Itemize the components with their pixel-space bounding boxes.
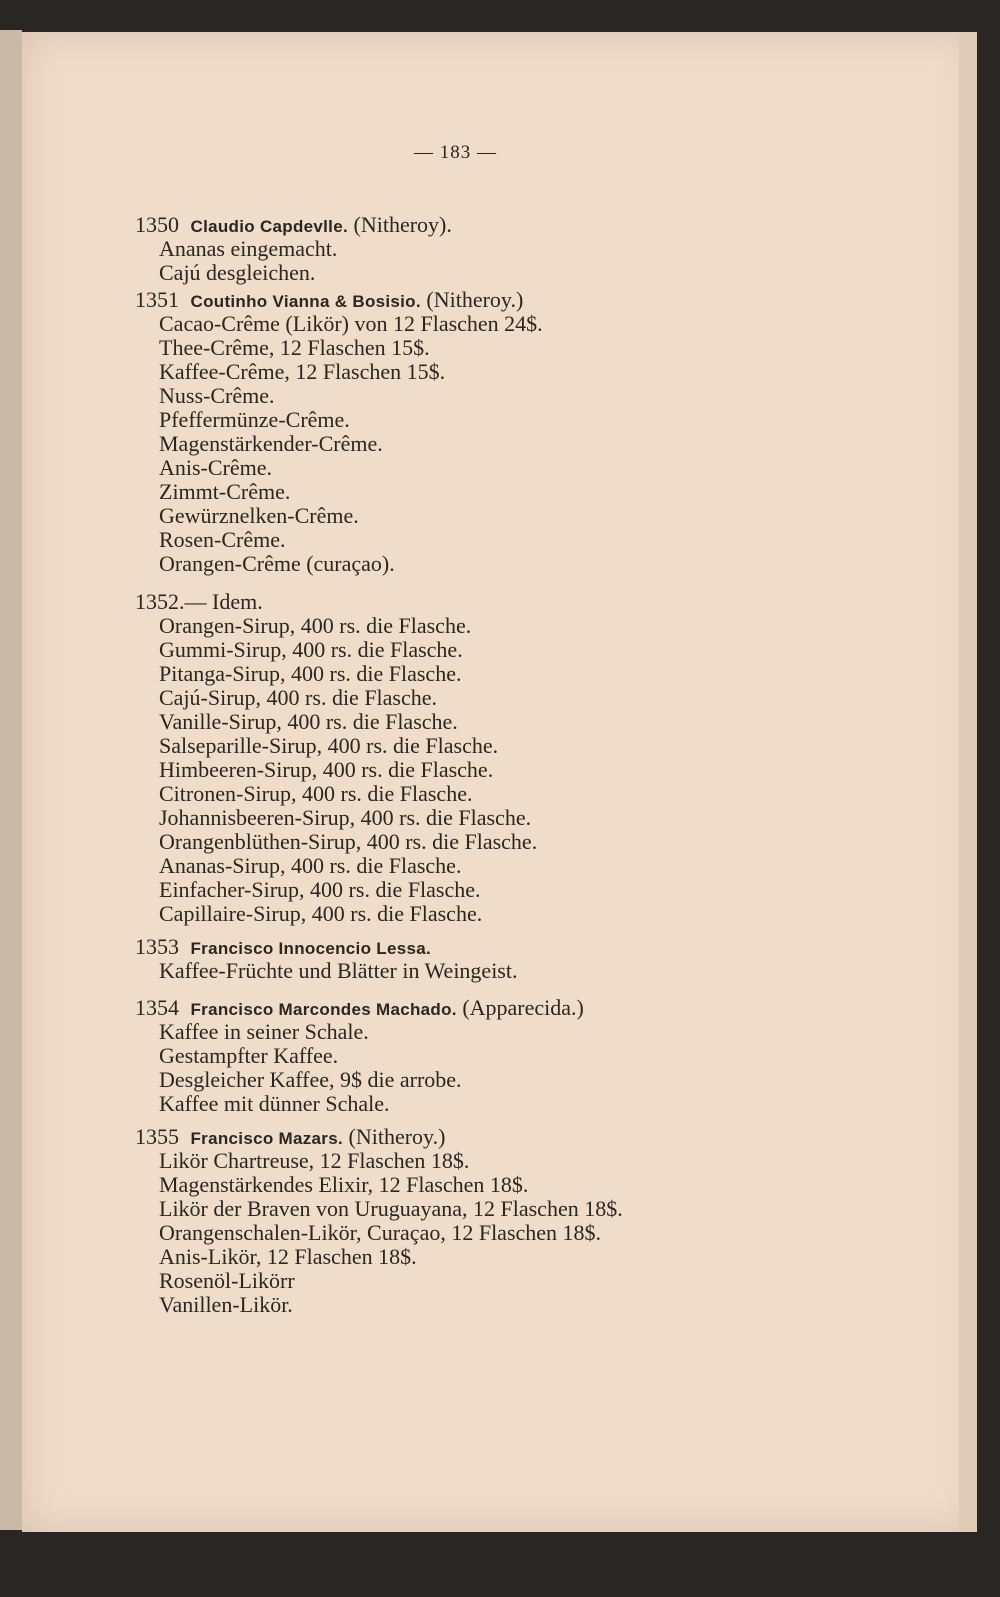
entry-number: 1350 xyxy=(135,212,179,237)
catalog-entry-1351 xyxy=(135,288,543,576)
entry-heading xyxy=(135,935,517,959)
exhibitor-name: Francisco Mazars. xyxy=(190,1129,343,1148)
entry-item: Gewürznelken-Crême. xyxy=(159,503,359,528)
entry-item: Gummi-Sirup, 400 rs. die Flasche. xyxy=(159,637,463,662)
entry-item: Orangen-Sirup, 400 rs. die Flasche. xyxy=(159,613,472,638)
exhibitor-name: Coutinho Vianna & Bosisio. xyxy=(190,292,421,311)
catalog-entry-1350 xyxy=(135,213,452,285)
entry-item: Vanille-Sirup, 400 rs. die Flasche. xyxy=(159,709,458,734)
entry-item: Cajú-Sirup, 400 rs. die Flasche. xyxy=(159,685,438,710)
exhibitor-place: (Nitheroy.) xyxy=(348,1124,446,1149)
page-number: — 183 — xyxy=(414,142,497,163)
entry-item: Likör der Braven von Uruguayana, 12 Flaschen 18$. xyxy=(159,1196,623,1221)
catalog-entry-1353 xyxy=(135,935,517,983)
exhibitor-place: (Apparecida.) xyxy=(462,995,584,1020)
entry-item: Orangen-Crême (curaçao). xyxy=(159,551,395,576)
entry-item: Likör Chartreuse, 12 Flaschen 18$. xyxy=(159,1148,470,1173)
entry-item: Einfacher-Sirup, 400 rs. die Flasche. xyxy=(159,877,481,902)
page-fore-edge xyxy=(959,32,977,1532)
entry-item: Gestampfter Kaffee. xyxy=(159,1043,339,1068)
entry-item: Cacao-Crême (Likör) von 12 Flaschen 24$. xyxy=(159,311,543,336)
entry-item: Kaffee in seiner Schale. xyxy=(159,1019,369,1044)
entry-number: 1353 xyxy=(135,934,179,959)
exhibitor-place: (Nitheroy). xyxy=(353,212,452,237)
entry-item: Magenstärkender-Crême. xyxy=(159,431,383,456)
entry-item: Orangenschalen-Likör, Curaçao, 12 Flaschen 18$. xyxy=(159,1220,602,1245)
entry-item: Himbeeren-Sirup, 400 rs. die Flasche. xyxy=(159,757,494,782)
entry-heading xyxy=(135,1125,623,1149)
entry-item: Ananas-Sirup, 400 rs. die Flasche. xyxy=(159,853,462,878)
entry-item: Vanillen-Likör. xyxy=(159,1292,293,1317)
entry-item: Kaffee-Früchte und Blätter in Weingeist. xyxy=(159,958,518,983)
entry-item: Thee-Crême, 12 Flaschen 15$. xyxy=(159,335,430,360)
entry-item: Rosenöl-Likörr xyxy=(159,1268,295,1293)
entry-number: 1351 xyxy=(135,287,179,312)
entry-number: 1354 xyxy=(135,995,179,1020)
entry-item: Ananas eingemacht. xyxy=(159,236,338,261)
entry-item: Kaffee mit dünner Schale. xyxy=(159,1091,390,1116)
entry-item: Magenstärkendes Elixir, 12 Flaschen 18$. xyxy=(159,1172,529,1197)
exhibitor-name: Francisco Marcondes Machado. xyxy=(190,1000,457,1019)
entry-item: Rosen-Crême. xyxy=(159,527,286,552)
entry-number: 1355 xyxy=(135,1124,179,1149)
exhibitor-name: Claudio Capdevlle. xyxy=(190,217,348,236)
entry-heading xyxy=(135,213,452,237)
entry-number: 1352.— xyxy=(135,589,207,614)
entry-item: Pfeffermünze-Crême. xyxy=(159,407,350,432)
entry-item: Zimmt-Crême. xyxy=(159,479,291,504)
entry-item: Citronen-Sirup, 400 rs. die Flasche. xyxy=(159,781,473,806)
entry-item: Orangenblüthen-Sirup, 400 rs. die Flasche. xyxy=(159,829,538,854)
entry-item: Kaffee-Crême, 12 Flaschen 15$. xyxy=(159,359,446,384)
entry-item: Nuss-Crême. xyxy=(159,383,275,408)
entry-heading xyxy=(135,288,543,312)
entry-item: Anis-Likör, 12 Flaschen 18$. xyxy=(159,1244,417,1269)
entry-item: Johannisbeeren-Sirup, 400 rs. die Flasche. xyxy=(159,805,532,830)
entry-item: Salseparille-Sirup, 400 rs. die Flasche. xyxy=(159,733,499,758)
entry-item: Cajú desgleichen. xyxy=(159,260,316,285)
catalog-entry-1354 xyxy=(135,996,584,1116)
entry-heading xyxy=(135,996,584,1020)
entry-item: Capillaire-Sirup, 400 rs. die Flasche. xyxy=(159,901,483,926)
entry-item: Pitanga-Sirup, 400 rs. die Flasche. xyxy=(159,661,462,686)
entry-item: Anis-Crême. xyxy=(159,455,273,480)
entry-item: Desgleicher Kaffee, 9$ die arrobe. xyxy=(159,1067,462,1092)
exhibitor-place: (Nitheroy.) xyxy=(426,287,524,312)
exhibitor-name: Francisco Innocencio Lessa. xyxy=(190,939,432,958)
catalog-entry-1352 xyxy=(135,590,537,926)
exhibitor-place: Idem. xyxy=(212,589,263,614)
catalog-entry-1355 xyxy=(135,1125,623,1317)
entry-heading xyxy=(135,590,537,614)
adjacent-page-edge xyxy=(0,30,22,1530)
